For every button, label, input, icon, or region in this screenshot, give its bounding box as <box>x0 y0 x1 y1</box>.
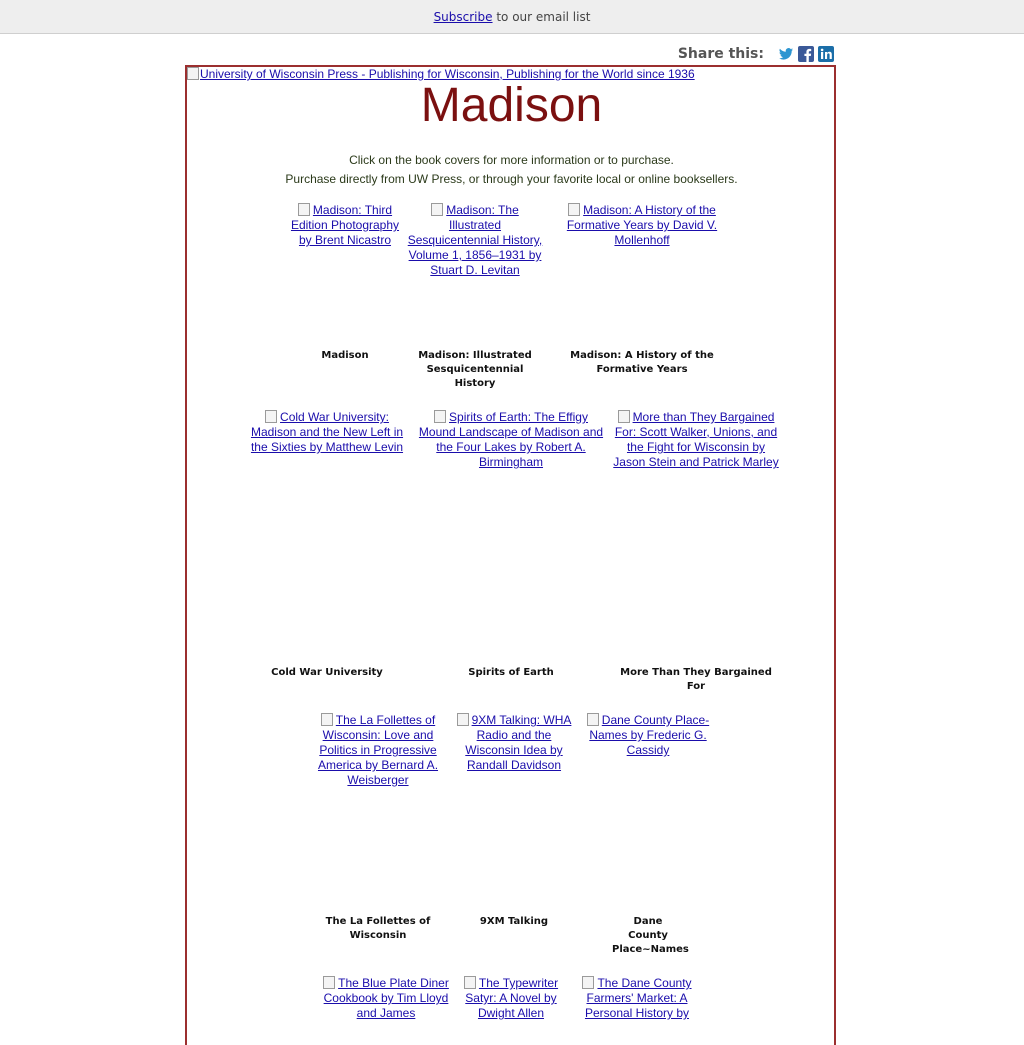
book-title: Dane County Place~Names <box>612 916 689 955</box>
book-cover-alt: Cold War University: Madison and the New Left in the Sixties by Matthew Levin <box>250 410 404 454</box>
book-cover-alt: The Dane County Farmers' Market: A Personal History by <box>584 976 692 1020</box>
book-cover-link[interactable] <box>243 410 411 455</box>
facebook-icon[interactable] <box>798 46 814 62</box>
book-cover-alt: Madison: A History of the Formative Years by David V. Mollenhoff <box>566 203 718 247</box>
broken-image-icon <box>464 976 476 989</box>
book-title: More Than They Bargained For <box>620 667 772 692</box>
subscribe-link[interactable]: Subscribe <box>433 10 493 24</box>
book-cover-alt: Dane County Place-Names by Frederic G. Cassidy <box>589 713 710 757</box>
book-cover-alt: The La Follettes of Wisconsin: Love and Politics in Progressive America by Bernard A. Weisberger <box>317 713 439 787</box>
book-cover-link[interactable] <box>570 976 704 1021</box>
book-title: 9XM Talking <box>479 916 549 927</box>
broken-image-icon <box>323 976 335 989</box>
book-cover-link[interactable] <box>584 713 712 758</box>
subscribe-text: to our email list <box>492 10 591 24</box>
book-cover-alt: 9XM Talking: WHA Radio and the Wisconsin Idea by Randall Davidson <box>465 713 572 772</box>
book-cover-alt: Madison: The Illustrated Sesquicentennial History, Volume 1, 1856–1931 by Stuart D. Levitan <box>407 203 543 277</box>
broken-image-icon <box>582 976 594 989</box>
book-title: Madison: A History of the Formative Years <box>570 350 714 375</box>
book-cover-link[interactable] <box>405 203 545 278</box>
book-cover-link[interactable] <box>320 976 452 1021</box>
book-title: The La Follettes of Wisconsin <box>325 916 431 941</box>
book-title: Madison <box>321 350 369 361</box>
logo-alt-text: University of Wisconsin Press - Publishing for Wisconsin, Publishing for the World since 1936 <box>200 67 695 81</box>
broken-image-icon <box>568 203 580 216</box>
book-item <box>570 976 704 1021</box>
book-cover-alt: Madison: Third Edition Photography by Brent Nicastro <box>290 203 400 247</box>
book-cover-link[interactable] <box>611 410 781 470</box>
broken-image-icon <box>434 410 446 423</box>
subscribe-bar <box>0 0 1024 34</box>
broken-image-icon <box>265 410 277 423</box>
book-item <box>405 203 545 389</box>
broken-image-icon <box>298 203 310 216</box>
book-title: Madison: Illustrated Sesquicentennial History <box>418 350 532 389</box>
book-title: Spirits of Earth <box>468 667 554 678</box>
broken-image-icon <box>457 713 469 726</box>
book-item <box>243 410 411 678</box>
broken-image-icon <box>321 713 333 726</box>
book-item <box>548 203 736 375</box>
book-item <box>584 713 712 955</box>
book-cover-link[interactable] <box>285 203 405 248</box>
book-item <box>415 410 607 678</box>
share-label: Share this: <box>677 46 764 62</box>
book-title: Cold War University <box>271 667 383 678</box>
book-cover-link[interactable] <box>415 410 607 470</box>
book-item <box>320 976 452 1021</box>
book-item <box>455 976 567 1021</box>
book-cover-alt: The Typewriter Satyr: A Novel by Dwight Allen <box>465 976 559 1020</box>
twitter-icon[interactable] <box>778 46 794 62</box>
broken-image-icon <box>587 713 599 726</box>
book-cover-alt: More than They Bargained For: Scott Walker, Unions, and the Fight for Wisconsin by Jason Stein and Patrick Marley <box>613 410 779 469</box>
broken-image-icon <box>431 203 443 216</box>
book-item <box>285 203 405 361</box>
book-item <box>611 410 781 692</box>
share-bar <box>678 44 834 64</box>
linkedin-icon[interactable] <box>818 46 834 62</box>
book-cover-link[interactable] <box>448 713 580 773</box>
broken-image-icon <box>618 410 630 423</box>
intro-line-1: Click on the book covers for more information or to purchase. <box>349 153 674 167</box>
book-cover-alt: The Blue Plate Diner Cookbook by Tim Lloyd and James <box>323 976 449 1020</box>
book-cover-link[interactable] <box>311 713 445 788</box>
book-item <box>311 713 445 941</box>
intro-line-2: Purchase directly from UW Press, or through your favorite local or online booksellers. <box>285 172 738 186</box>
book-cover-link[interactable] <box>548 203 736 248</box>
page-title: Madison <box>420 79 603 132</box>
book-item <box>448 713 580 927</box>
book-cover-link[interactable] <box>455 976 567 1021</box>
book-cover-alt: Spirits of Earth: The Effigy Mound Landscape of Madison and the Four Lakes by Robert A. Birmingham <box>418 410 604 469</box>
